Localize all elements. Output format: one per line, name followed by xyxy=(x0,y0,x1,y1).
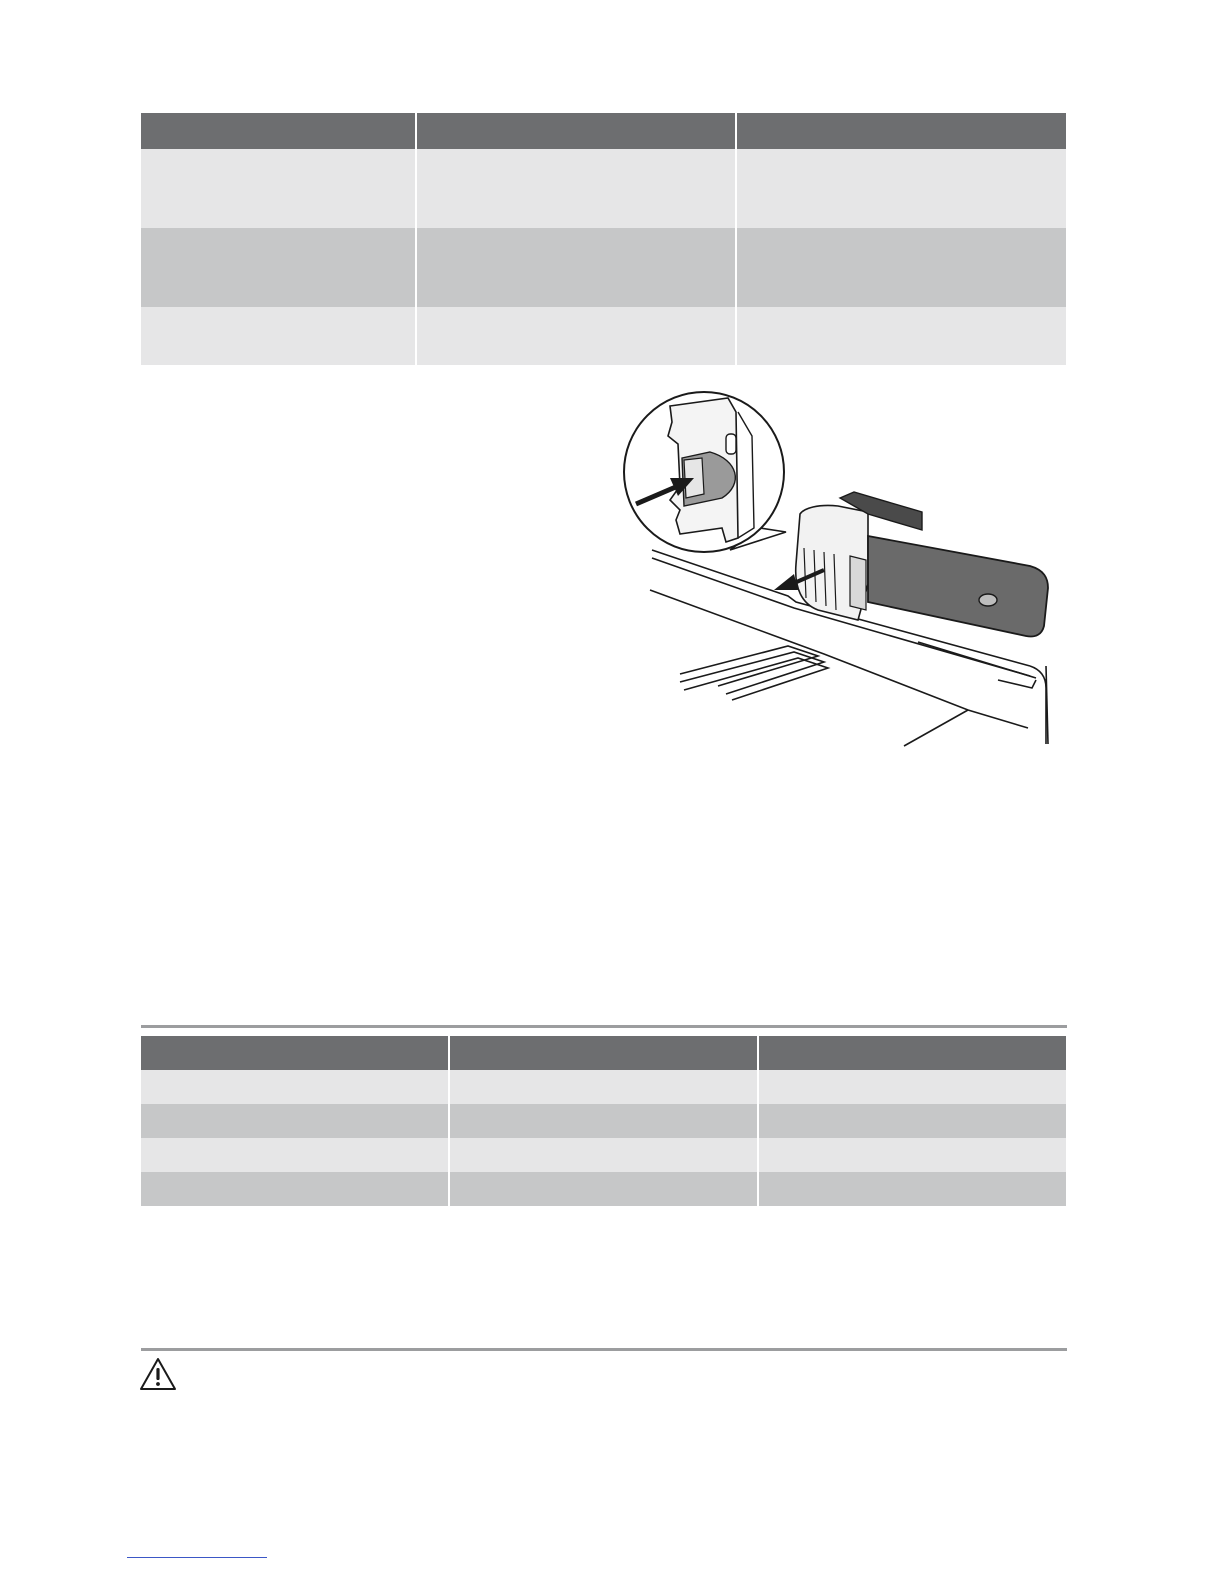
table-header-cell xyxy=(141,113,416,149)
table-header-cell xyxy=(141,1036,449,1070)
table-row xyxy=(141,1070,1066,1104)
table-cell xyxy=(758,1070,1066,1104)
table-cell xyxy=(416,149,736,228)
table-cell xyxy=(416,228,736,307)
table-header-cell xyxy=(736,113,1066,149)
table-row xyxy=(141,1104,1066,1138)
section-divider xyxy=(141,1025,1067,1028)
bottle-holder-bin xyxy=(796,492,1048,637)
data-table xyxy=(141,1036,1066,1206)
table-header-cell xyxy=(449,1036,758,1070)
table-cell xyxy=(141,1138,449,1172)
table-cell xyxy=(758,1172,1066,1206)
table-header-cell xyxy=(416,113,736,149)
table-row xyxy=(141,307,1066,365)
warning-icon xyxy=(138,1356,178,1392)
table-row xyxy=(141,228,1066,307)
table-cell xyxy=(736,228,1066,307)
table-cell xyxy=(758,1138,1066,1172)
table-cell xyxy=(449,1104,758,1138)
section-divider xyxy=(141,1348,1067,1351)
table-cell xyxy=(736,149,1066,228)
table-cell xyxy=(736,307,1066,365)
table-cell xyxy=(141,149,416,228)
detail-magnifier xyxy=(624,392,786,552)
table-header-row xyxy=(141,1036,1066,1070)
table-cell xyxy=(141,307,416,365)
table-cell xyxy=(449,1070,758,1104)
table-cell xyxy=(449,1138,758,1172)
bottle-holder-removal-illustration xyxy=(618,388,1058,748)
table-cell xyxy=(416,307,736,365)
footer-link-underline[interactable] xyxy=(127,1557,267,1558)
table-header-cell xyxy=(758,1036,1066,1070)
table-cell xyxy=(141,1104,449,1138)
table-cell xyxy=(141,1172,449,1206)
table-row xyxy=(141,149,1066,228)
troubleshooting-table xyxy=(141,113,1066,365)
table-row xyxy=(141,1138,1066,1172)
table-row xyxy=(141,1172,1066,1206)
table-cell xyxy=(141,1070,449,1104)
table-cell xyxy=(758,1104,1066,1138)
table-cell xyxy=(449,1172,758,1206)
table-cell xyxy=(141,228,416,307)
table-header-row xyxy=(141,113,1066,149)
